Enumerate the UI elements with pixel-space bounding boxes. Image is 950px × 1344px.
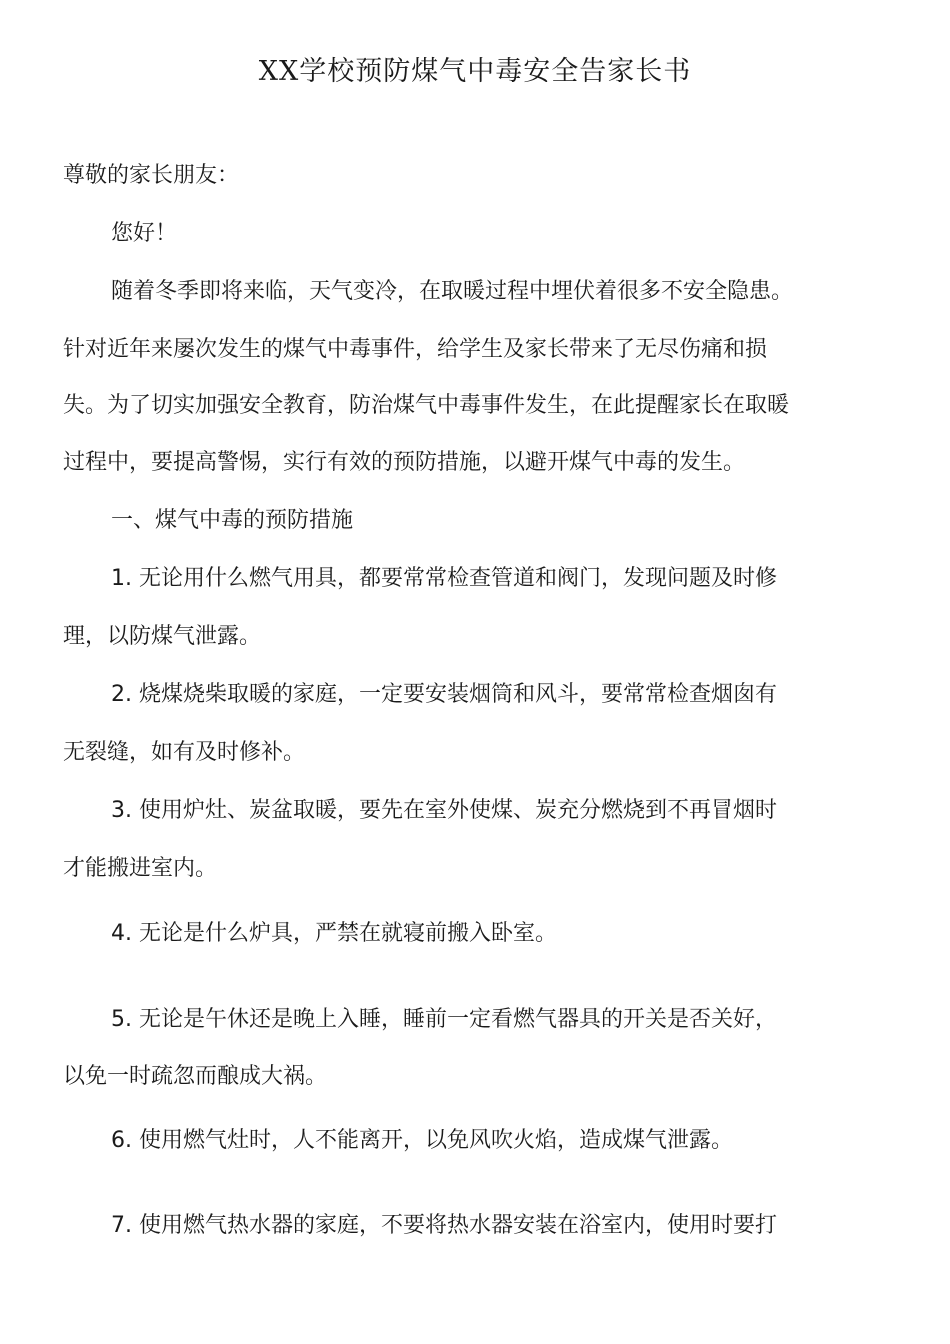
section-heading: 一、煤气中毒的预防措施 — [111, 508, 354, 533]
item-text: 使用燃气热水器的家庭，不要将热水器安装在浴室内，使用时要打 — [139, 1213, 778, 1238]
item-number: 7. — [111, 1213, 132, 1238]
intro-line: 失。为了切实加强安全教育，防治煤气中毒事件发生，在此提醒家长在取暖 — [63, 393, 790, 418]
item-number: 3. — [111, 798, 132, 823]
intro-line: 针对近年来屡次发生的煤气中毒事件，给学生及家长带来了无尽伤痛和损 — [63, 337, 768, 362]
list-item — [111, 1004, 777, 1036]
item-text: 无论是午休还是晚上入睡，睡前一定看燃气器具的开关是否关好， — [139, 1007, 778, 1032]
item-text: 无论是什么炉具，严禁在就寝前搬入卧室。 — [139, 921, 558, 946]
item-number: 6. — [111, 1128, 132, 1153]
item-continuation: 以免一时疏忽而酿成大祸。 — [63, 1064, 328, 1089]
list-item — [111, 563, 777, 595]
item-continuation: 理，以防煤气泄露。 — [63, 624, 262, 649]
intro-line: 随着冬季即将来临，天气变冷，在取暖过程中埋伏着很多不安全隐患。 — [111, 279, 794, 304]
item-number: 1. — [111, 566, 132, 591]
list-item — [111, 679, 777, 711]
list-item — [111, 918, 557, 950]
list-item — [111, 795, 777, 827]
intro-line: 过程中，要提高警惕，实行有效的预防措施，以避开煤气中毒的发生。 — [63, 450, 746, 475]
salutation: 尊敬的家长朋友： — [63, 163, 240, 188]
item-number: 2. — [111, 682, 132, 707]
item-text: 使用燃气灶时，人不能离开，以免风吹火焰，造成煤气泄露。 — [139, 1128, 734, 1153]
item-continuation: 才能搬进室内。 — [63, 856, 218, 881]
item-continuation: 无裂缝，如有及时修补。 — [63, 740, 306, 765]
item-text: 烧煤烧柴取暖的家庭，一定要安装烟筒和风斗，要常常检查烟囱有 — [139, 682, 778, 707]
list-item — [111, 1125, 733, 1157]
greeting: 您好！ — [111, 221, 178, 246]
item-text: 使用炉灶、炭盆取暖，要先在室外使煤、炭充分燃烧到不再冒烟时 — [139, 798, 778, 823]
item-number: 4. — [111, 921, 132, 946]
list-item — [111, 1210, 777, 1242]
document-title: XX学校预防煤气中毒安全告家长书 — [258, 56, 692, 87]
item-text: 无论用什么燃气用具，都要常常检查管道和阀门，发现问题及时修 — [139, 566, 778, 591]
item-number: 5. — [111, 1007, 132, 1032]
